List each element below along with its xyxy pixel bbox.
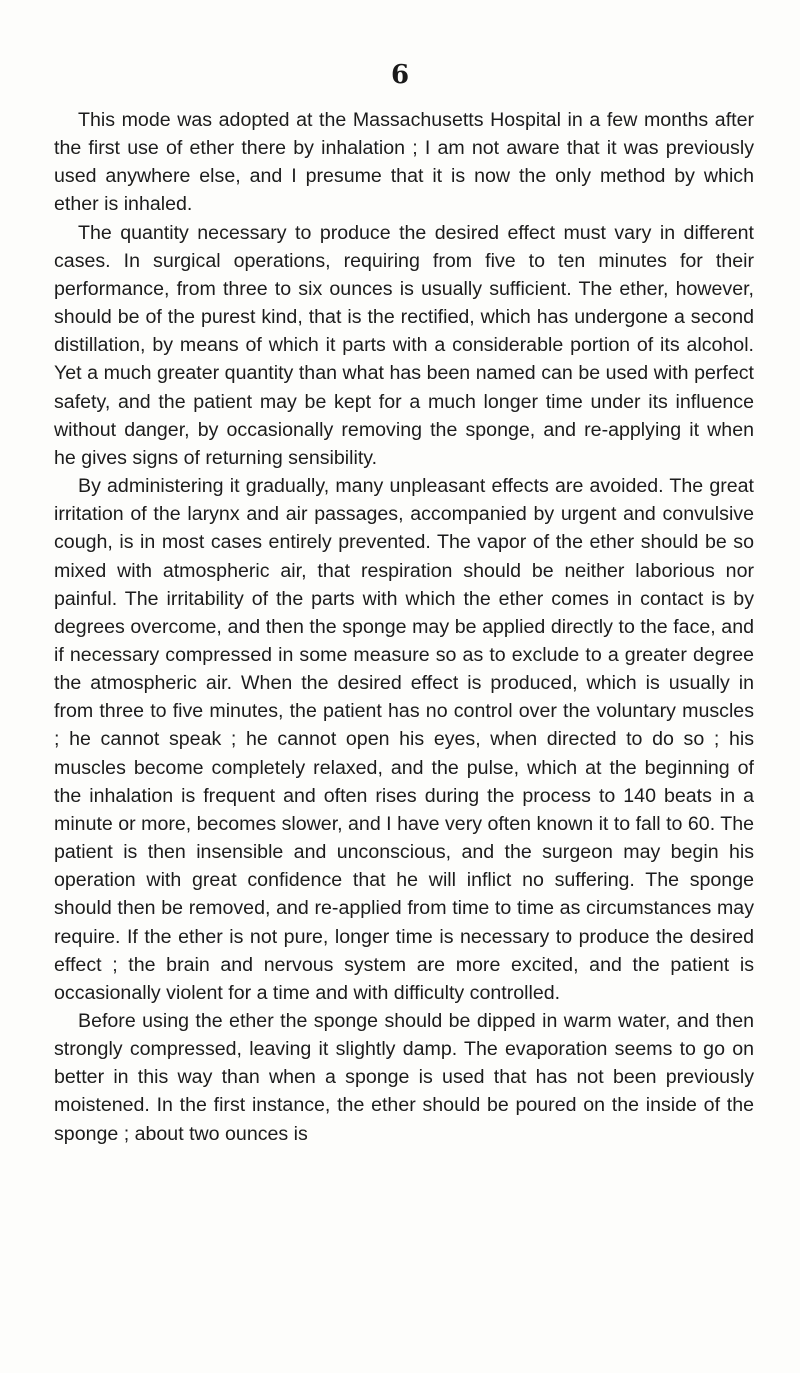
paragraph-2: The quantity necessary to produce the desired effect must vary in different cases. In surgical operations, requiring from five to ten minutes for their performance, from three to six ounces is usually sufficient. The ether, however, should be of the purest kind, that is the rectified, which has undergone a second distillation, by means of which it parts with a considerable portion of its alcohol. Yet a much greater quantity than what has been named can be used with perfect safety, and the patient may be kept for a much longer time under its influence without danger, by occasionally removing the sponge, and re-applying it when he gives signs of returning sensibility. (54, 221, 754, 469)
body-text (54, 106, 754, 1148)
paragraph-4: Before using the ether the sponge should be dipped in warm water, and then strongly compressed, leaving it slightly damp. The evaporation seems to go on better in this way than when a sponge is used that has not been previously moistened. In the first instance, the ether should be poured on the inside of the sponge ; about two ounces is (54, 1010, 754, 1145)
page-number: 6 (390, 60, 410, 90)
paragraph-3: By administering it gradually, many unpleasant effects are avoided. The great irritation of the larynx and air passages, accompanied by urgent and convulsive cough, is in most cases entirely prevented. The vapor of the ether should be so mixed with atmospheric air, that respiration should be neither laborious nor painful. The irritability of the parts with which the ether comes in contact is by degrees overcome, and then the sponge may be applied directly to the face, and if necessary compressed in some measure so as to exclude to a greater degree the atmospheric air. When the desired effect is produced, which is usually in from three to five minutes, the patient has no control over the voluntary muscles ; he cannot speak ; he cannot open his eyes, when directed to do so ; his muscles become completely relaxed, and the pulse, which at the beginning of the inhalation is frequent and often rises during the process to 140 beats in a minute or more, becomes slower, and I have very often known it to fall to 60. The patient is then insensible and unconscious, and the surgeon may begin his operation with great confidence that he will inflict no suffering. The sponge should then be removed, and re-applied from time to time as circumstances may require. If the ether is not pure, longer time is necessary to produce the desired effect ; the brain and nervous system are more excited, and the patient is occasionally violent for a time and with difficulty controlled. (54, 475, 754, 1004)
paragraph-1: This mode was adopted at the Massachusetts Hospital in a few months after the first use of ether there by inhalation ; I am not aware that it was previously used anywhere else, and I presume that it is now the only method by which ether is inhaled. (54, 109, 754, 216)
